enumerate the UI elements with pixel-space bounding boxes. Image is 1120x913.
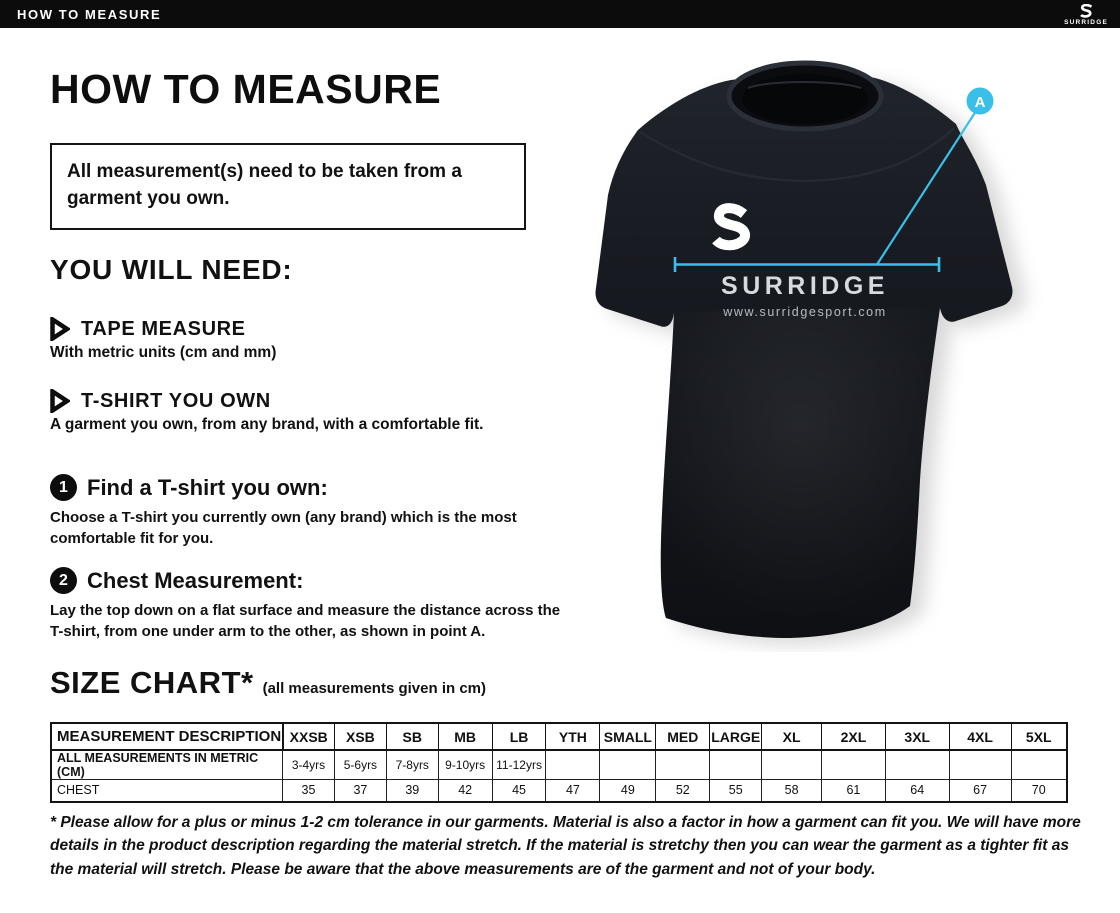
row-label: ALL MEASUREMENTS IN METRIC (CM) xyxy=(51,750,283,780)
surridge-s-icon xyxy=(1078,4,1095,19)
size-cell xyxy=(600,750,656,780)
size-cell: 55 xyxy=(710,780,762,802)
size-chart-subtitle: (all measurements given in cm) xyxy=(262,680,486,697)
size-cell: 49 xyxy=(600,780,656,802)
column-header: XSB xyxy=(334,723,386,750)
size-cell: 5-6yrs xyxy=(334,750,386,780)
column-header: SMALL xyxy=(600,723,656,750)
column-header: 5XL xyxy=(1011,723,1067,750)
size-cell xyxy=(710,750,762,780)
step-number-badge: 2 xyxy=(50,567,77,594)
point-a-label: A xyxy=(974,94,986,111)
column-header: LARGE xyxy=(710,723,762,750)
triangle-bullet-icon xyxy=(50,317,70,341)
need-item-tshirt xyxy=(50,389,570,434)
shirt-brand-text: SURRIDGE xyxy=(721,272,889,300)
need-item-description: A garment you own, from any brand, with a comfortable fit. xyxy=(50,416,484,433)
top-bar-title: HOW TO MEASURE xyxy=(17,6,162,22)
column-header: 2XL xyxy=(822,723,886,750)
size-cell: 64 xyxy=(885,780,949,802)
size-cell: 47 xyxy=(546,780,600,802)
tshirt-highlight xyxy=(661,308,940,638)
triangle-bullet-icon xyxy=(50,389,70,413)
step-chest-measurement xyxy=(50,567,575,642)
size-cell xyxy=(885,750,949,780)
size-cell: 37 xyxy=(334,780,386,802)
need-item-description: With metric units (cm and mm) xyxy=(50,344,277,361)
size-cell xyxy=(546,750,600,780)
size-cell: 35 xyxy=(283,780,335,802)
table-row-metric xyxy=(51,750,1067,780)
size-cell: 3-4yrs xyxy=(283,750,335,780)
size-cell: 9-10yrs xyxy=(438,750,492,780)
measurement-note-box: All measurement(s) need to be taken from a garment you own. xyxy=(50,143,526,230)
size-cell: 70 xyxy=(1011,780,1067,802)
size-cell: 45 xyxy=(492,780,546,802)
column-header: MED xyxy=(656,723,710,750)
column-header: 3XL xyxy=(885,723,949,750)
size-cell: 39 xyxy=(386,780,438,802)
need-item-tape-measure xyxy=(50,317,570,362)
size-cell xyxy=(949,750,1011,780)
step-title: Find a T-shirt you own: xyxy=(87,474,328,500)
page-title: HOW TO MEASURE xyxy=(50,66,442,112)
step-find-tshirt xyxy=(50,474,575,549)
size-cell: 11-12yrs xyxy=(492,750,546,780)
step-description: Choose a T-shirt you currently own (any brand) which is the most comfortable fit for you. xyxy=(50,509,517,547)
size-cell: 67 xyxy=(949,780,1011,802)
column-header: LB xyxy=(492,723,546,750)
size-cell: 61 xyxy=(822,780,886,802)
size-cell xyxy=(1011,750,1067,780)
need-item-title: TAPE MEASURE xyxy=(81,317,246,340)
size-cell: 42 xyxy=(438,780,492,802)
column-header: MB xyxy=(438,723,492,750)
size-cell xyxy=(762,750,822,780)
size-chart-table xyxy=(50,722,1068,803)
step-description: Lay the top down on a flat surface and measure the distance across the T-shirt, from one under arm to the other, as shown in point A. xyxy=(50,602,561,640)
size-chart-title: SIZE CHART* xyxy=(50,665,254,700)
tolerance-footnote: * Please allow for a plus or minus 1-2 cm tolerance in our garments. Material is also a factor in how a garment can fit you. We will have more details in the product description regarding the material stretch. If the material is stretchy then you can wear the garment as a tighter fit as the material will stretch. Please be aware that the above measurements are of the garment and not of your body. xyxy=(50,814,1081,878)
column-header: XXSB xyxy=(283,723,335,750)
column-header: 4XL xyxy=(949,723,1011,750)
column-header: XL xyxy=(762,723,822,750)
shirt-website-text: www.surridgesport.com xyxy=(723,305,887,319)
size-cell xyxy=(822,750,886,780)
size-cell: 58 xyxy=(762,780,822,802)
tshirt-figure xyxy=(578,50,1112,652)
surridge-logo-text: SURRIDGE xyxy=(1064,18,1108,26)
surridge-logo xyxy=(1064,2,1108,27)
column-header: YTH xyxy=(546,723,600,750)
size-cell: 52 xyxy=(656,780,710,802)
column-header: SB xyxy=(386,723,438,750)
step-title: Chest Measurement: xyxy=(87,567,304,593)
size-cell: 7-8yrs xyxy=(386,750,438,780)
top-bar xyxy=(0,0,1120,28)
size-cell xyxy=(656,750,710,780)
step-number-badge: 1 xyxy=(50,474,77,501)
need-item-title: T-SHIRT YOU OWN xyxy=(81,389,271,412)
you-will-need-heading: YOU WILL NEED: xyxy=(50,254,293,285)
table-row-chest xyxy=(51,780,1067,802)
row-label: CHEST xyxy=(51,780,283,802)
header-row xyxy=(51,723,1067,750)
column-header: MEASUREMENT DESCRIPTION xyxy=(51,723,283,750)
size-chart-heading-row xyxy=(50,665,486,701)
